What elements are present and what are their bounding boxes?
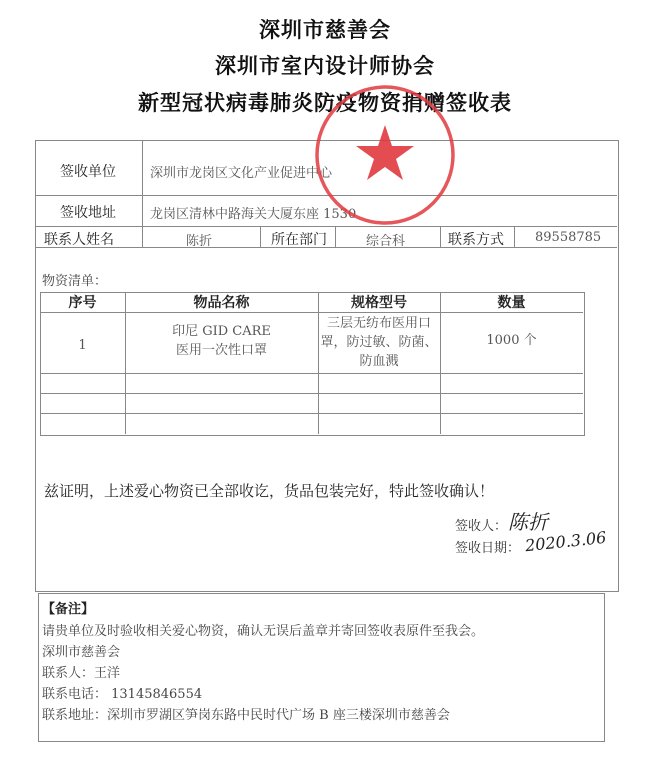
- notes-line: 请贵单位及时验收相关爱心物资，确认无误后盖章并寄回签收表原件至我会。: [42, 624, 485, 639]
- row-name: [125, 322, 318, 360]
- contact-label: 联系人姓名: [44, 232, 114, 248]
- official-stamp: [310, 80, 460, 230]
- unit-value: 深圳市龙岗区文化产业促进中心: [150, 166, 333, 181]
- signer-signature: 陈折: [508, 510, 548, 534]
- row-name-line: 印尼 GID CARE: [172, 324, 271, 339]
- row-no: 1: [78, 338, 87, 353]
- dept-label: 所在部门: [271, 232, 327, 248]
- contact-value: 陈折: [186, 234, 213, 249]
- header-no: 序号: [68, 295, 97, 311]
- header-spec: 规格型号: [351, 295, 407, 311]
- phone-value: 89558785: [535, 230, 602, 245]
- notes-line: 深圳市慈善会: [42, 645, 121, 660]
- notes-line: 联系地址：深圳市罗湖区笋岗东路中民时代广场 B 座三楼深圳市慈善会: [42, 708, 450, 723]
- materials-table: [40, 292, 585, 436]
- materials-title: 物资清单：: [42, 274, 108, 289]
- date-handwritten: 2020.3.06: [524, 527, 608, 556]
- row-spec-line: 三层无纺布医用口: [326, 316, 431, 331]
- notes-line: 联系人：王洋: [42, 666, 121, 681]
- notes-line: 联系电话： 13145846554: [42, 687, 203, 702]
- dept-value: 综合科: [366, 234, 406, 249]
- row-name-line: 医用一次性口罩: [175, 343, 267, 358]
- header-qty: 数量: [497, 295, 526, 311]
- statement: 兹证明，上述爱心物资已全部收讫，货品包装完好，特此签收确认！: [44, 482, 495, 500]
- signer-label: 签收人：: [455, 519, 508, 534]
- row-qty: 1000 个: [486, 333, 537, 348]
- unit-label: 签收单位: [60, 164, 116, 180]
- row-spec: [318, 314, 440, 371]
- date-label: 签收日期：: [455, 541, 521, 556]
- title-line-2: 深圳市室内设计师协会: [215, 53, 435, 78]
- header-name: 物品名称: [193, 295, 250, 311]
- row-spec-line: 防血溅: [359, 354, 399, 369]
- row-spec-line: 罩，防过敏、防菌、: [320, 335, 438, 350]
- notes-heading: 【备注】: [42, 602, 95, 617]
- phone-label: 联系方式: [448, 232, 504, 248]
- title-line-1: 深圳市慈善会: [259, 17, 391, 42]
- title-line-3: 新型冠状病毒肺炎防疫物资捐赠签收表: [138, 90, 512, 115]
- address-label: 签收地址: [60, 205, 116, 221]
- address-value: 龙岗区清林中路海关大厦东座 1530: [150, 207, 357, 222]
